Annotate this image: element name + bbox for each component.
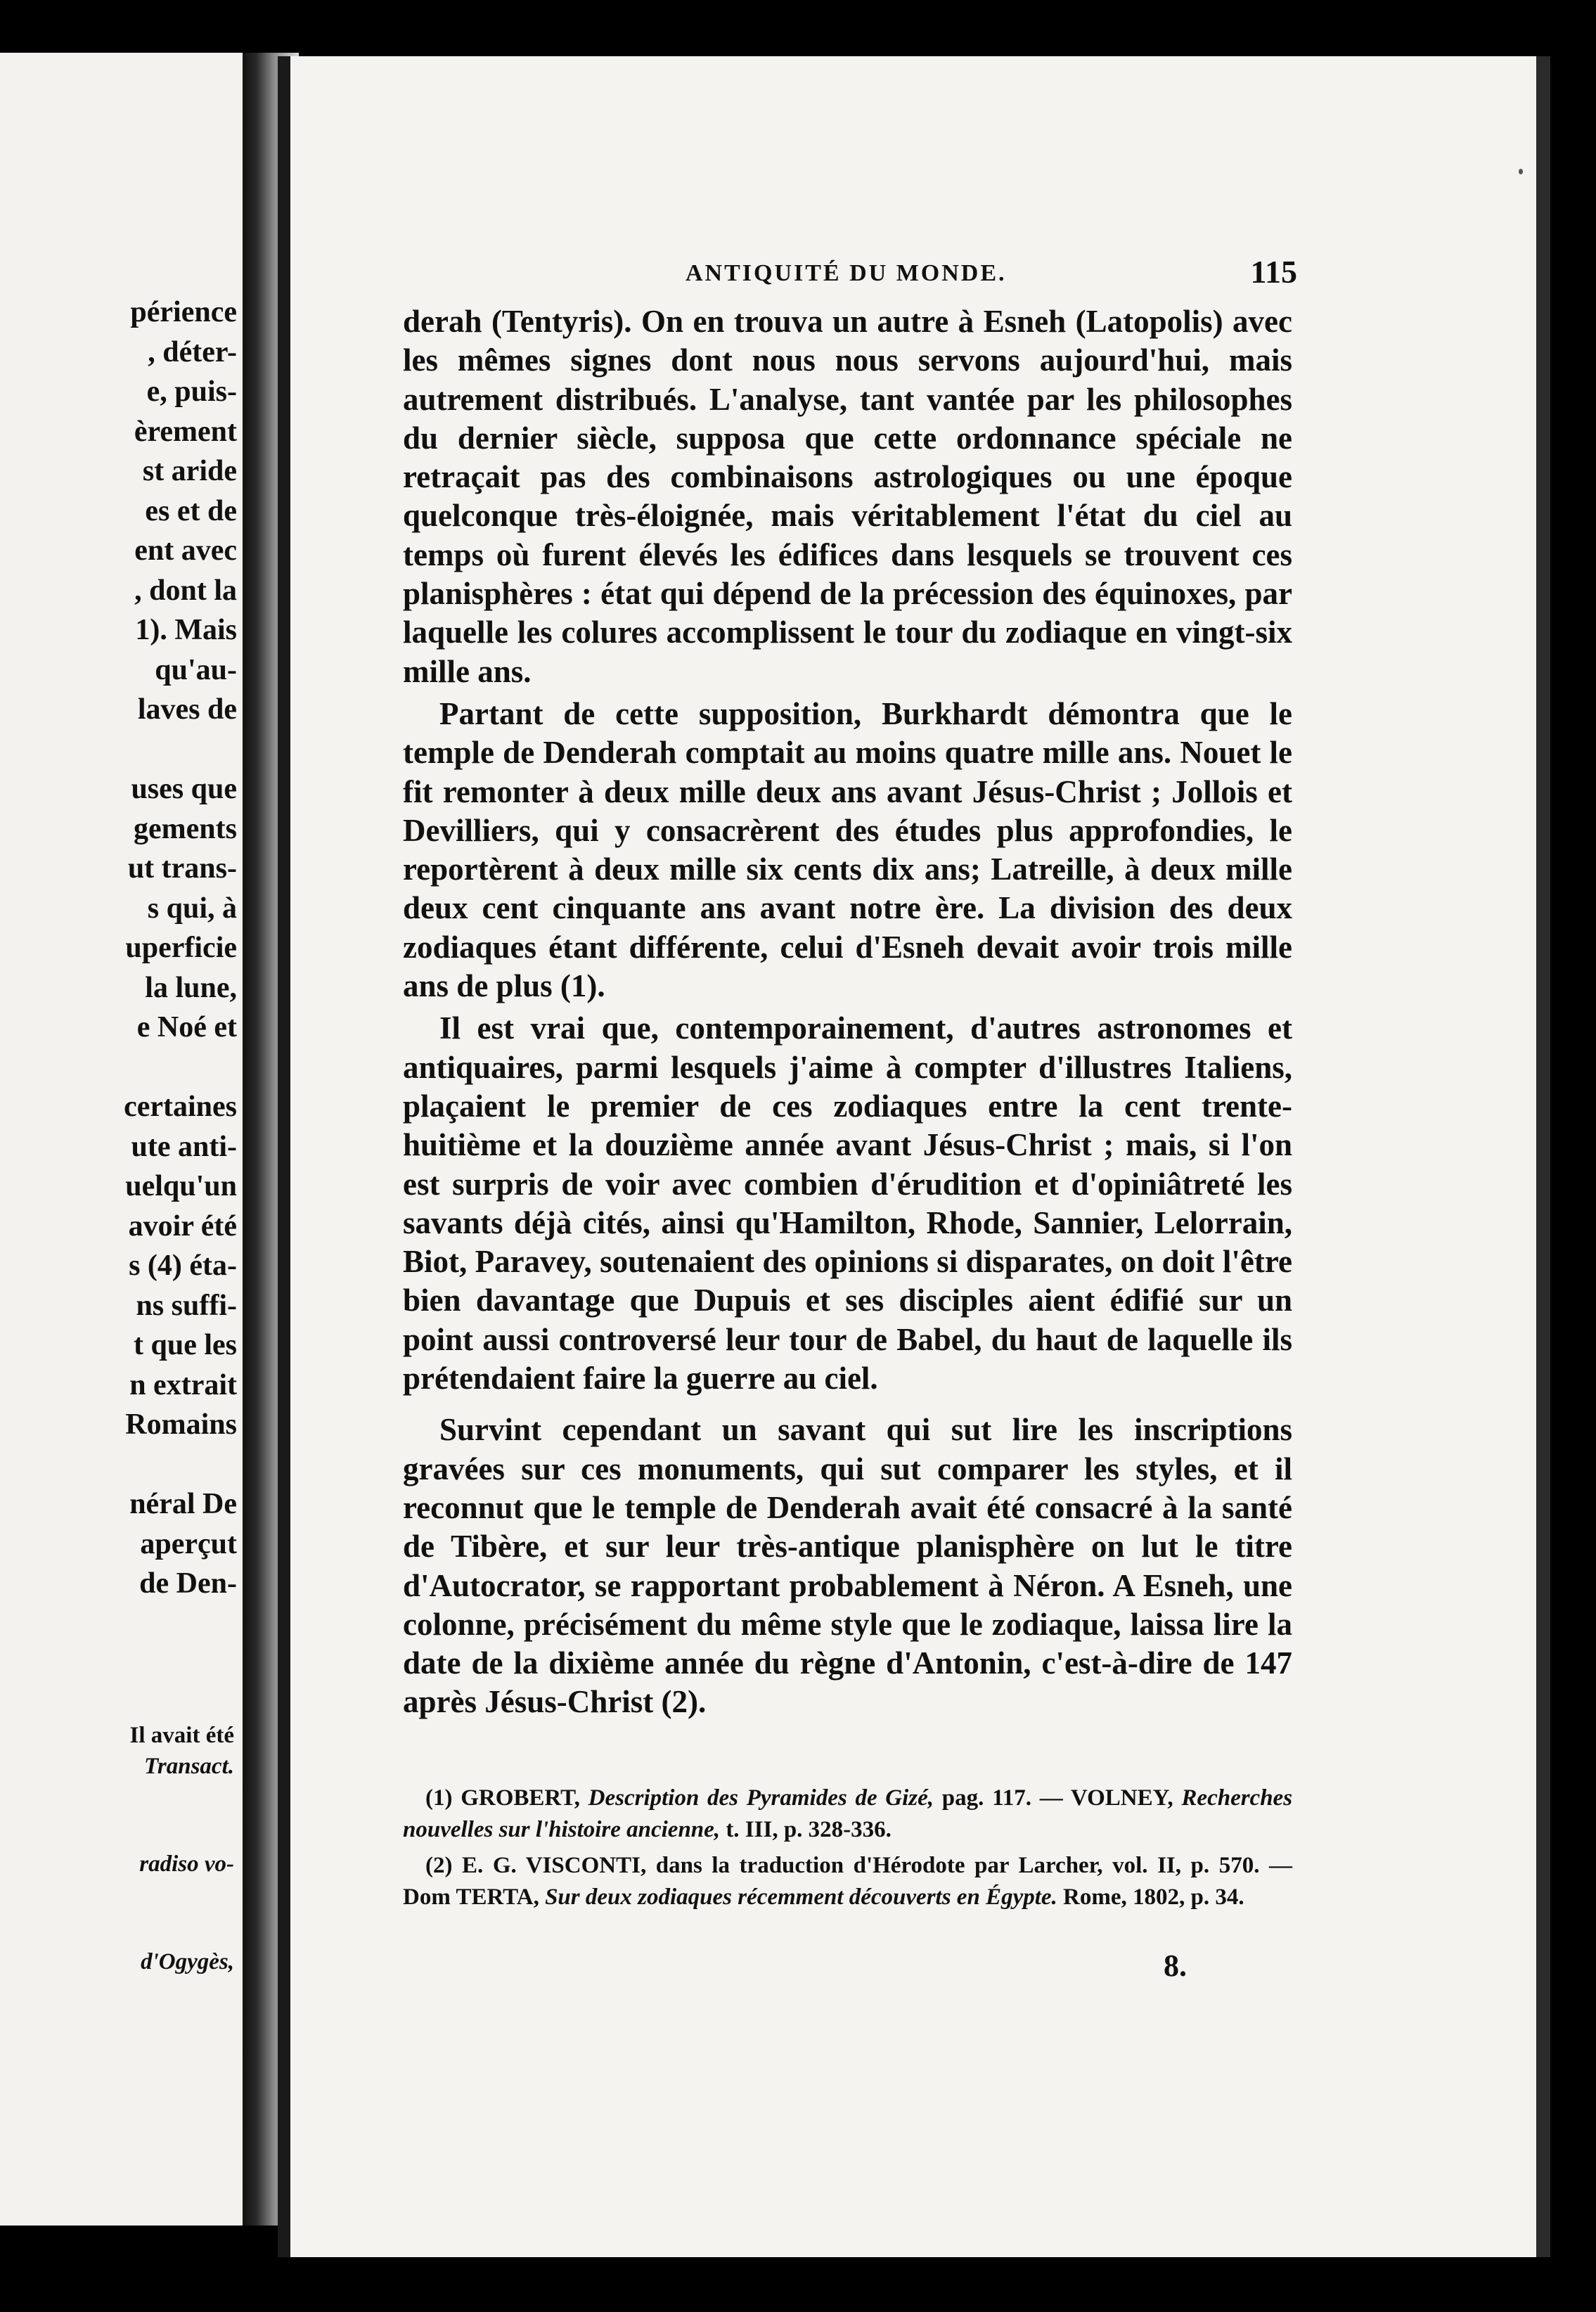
left-page-line: qu'au- [155, 653, 237, 686]
footnotes [403, 1783, 1292, 1918]
footnote-marker: (1) [425, 1785, 453, 1811]
paragraph-2: Partant de cette supposition, Burkhardt démontra que le temple de Denderah comptait au moins quatre mille ans. Nouet le fit remonter à deux mille deux ans avant Jésus-Christ ; Jollois et Devilliers, qui y consacrèrent des études plus approfondies, le reportèrent à deux mille six cents dix ans; Latreille, à deux mille deux cent cinquante ans avant notre ère. La division des deux zodiaques étant différente, celui d'Esneh devait avoir trois mille ans de plus (1). [403, 695, 1292, 1004]
footnote-title: Recherches nouvelles sur l'histoire ancienne, [403, 1785, 1293, 1842]
left-page-line: èrement [134, 415, 237, 448]
left-page-line: ut trans- [127, 852, 237, 885]
page-edge [1536, 56, 1550, 2257]
left-page-gap [0, 1882, 243, 1949]
left-page-line: ent avec [134, 534, 237, 567]
running-title: ANTIQUITÉ DU MONDE. [686, 260, 1007, 286]
left-page-line: de Den- [139, 1567, 237, 1600]
left-page-line: , déter- [148, 335, 237, 368]
left-page-notes [0, 1723, 243, 1980]
footnote-ref: E. G. VISCONTI, dans la traduction d'Hérodote par Larcher, vol. II, p. 570. — Dom [403, 1853, 1293, 1910]
left-page-line: es et de [145, 494, 237, 527]
left-page-line: e Noé et [136, 1011, 237, 1043]
left-page-gap [0, 1051, 243, 1091]
left-page-note-line: radiso vo- [139, 1851, 234, 1877]
left-page-line: n extrait [129, 1368, 237, 1401]
speck [1519, 169, 1523, 174]
left-page-line: uelqu'un [125, 1170, 237, 1202]
left-page-line: gements [134, 812, 237, 845]
left-page-note-line: d'Ogygès, [141, 1949, 234, 1974]
footnote-author: VOLNEY, [1070, 1785, 1173, 1811]
left-page-line: ute anti- [131, 1130, 237, 1163]
left-page-note-line: Il avait été [129, 1723, 234, 1748]
signature-mark: 8. [1164, 1948, 1187, 1983]
left-page-line: aperçut [140, 1527, 237, 1560]
left-page-line: 1). Mais [135, 614, 237, 646]
left-page-line: t que les [134, 1329, 237, 1361]
left-page-line: la lune, [145, 971, 237, 1004]
left-page-line: st aride [142, 455, 237, 487]
footnote-1 [403, 1783, 1292, 1846]
footnote-ref: t. III, p. 328-336. [726, 1817, 892, 1842]
left-page-gap [0, 1448, 243, 1488]
left-page-line: néral De [129, 1488, 237, 1520]
left-page-note-line: Transact. [143, 1754, 234, 1779]
footnote-author: GROBERT, [461, 1785, 580, 1811]
paragraph-1: derah (Tentyris). On en trouva un autre à Esneh (Latopolis) avec les mêmes signes dont nous nous servons aujourd'hui, mais autrement distribués. L'analyse, tant vantée par les philosophes du dernier siècle, supposa que cette ordonnance spéciale ne retraçait pas des combinaisons astrologiques ou une époque quelconque très-éloignée, mais véritablement l'état du ciel au temps où furent élevés les édifices dans lesquels se trouvent ces planisphères : état qui dépend de la précession des équinoxes, par laquelle les colures accomplissent le tour du zodiaque en vingt-six mille ans. [403, 304, 1292, 689]
paragraph-4: Survint cependant un savant qui sut lire les inscriptions gravées sur ces monuments, qui sut comparer les styles, et il reconnut que le temple de Denderah avait été consacré à la santé de Tibère, et sur leur très-antique planisphère on lut le titre d'Autocrator, se rapportant probablement à Néron. A Esneh, une colonne, précisément du même style que le zodiaque, laissa lire la date de la dixième année du règne d'Antonin, c'est-à-dire de 147 après Jésus-Christ (2). [403, 1412, 1292, 1720]
left-page-line: s qui, à [147, 892, 237, 925]
left-page-line: e, puis- [146, 375, 237, 408]
left-page-line: uperficie [125, 932, 237, 964]
left-page-line: avoir été [128, 1209, 237, 1242]
left-page-line: certaines [124, 1091, 237, 1123]
paragraph-3: Il est vrai que, contemporainement, d'autres astronomes et antiquaires, parmi lesquels j'aime à compter d'illustres Italiens, plaçaient le premier de ces zodiaques entre la cent trente-huitième et la douzième année avant Jésus-Christ ; mais, si l'on est surpris de voir avec combien d'érudition et d'opiniâtreté les savants déjà cités, ainsi qu'Hamilton, Rhode, Sannier, Lelorrain, Biot, Paravey, soutenaient des opinions si disparates, on doit l'être bien davantage que Dupuis et ses disciples aient édifié sur un point aussi controversé leur tour de Babel, du haut de laquelle ils prétendaient faire la guerre au ciel. [403, 1010, 1292, 1396]
footnote-title: Description des Pyramides de Gizé, [588, 1785, 934, 1811]
footnote-2 [403, 1850, 1292, 1913]
footnote-title: Sur deux zodiaques récemment découverts en Égypte. [545, 1884, 1057, 1910]
left-page-text [0, 295, 243, 1607]
left-page-line: ns suffi- [136, 1289, 237, 1322]
page-number: 115 [1250, 254, 1297, 290]
left-page-gap [0, 1785, 243, 1851]
left-page-line: laves de [137, 693, 237, 726]
footnote-author: TERTA, [456, 1884, 539, 1910]
footnote-ref: pag. 117. — [941, 1785, 1063, 1811]
left-page-gap [0, 733, 243, 773]
footnote-ref: Rome, 1802, p. 34. [1063, 1884, 1244, 1910]
body-text [403, 302, 1292, 1722]
running-head [404, 253, 1297, 295]
left-page-line: , dont la [134, 574, 237, 607]
left-page-line: Romains [125, 1408, 237, 1441]
left-page-line: périence [130, 296, 237, 328]
left-page-line: uses que [131, 773, 237, 805]
footnote-marker: (2) [425, 1853, 453, 1878]
left-page [0, 53, 243, 2226]
left-page-line: s (4) éta- [129, 1250, 237, 1282]
